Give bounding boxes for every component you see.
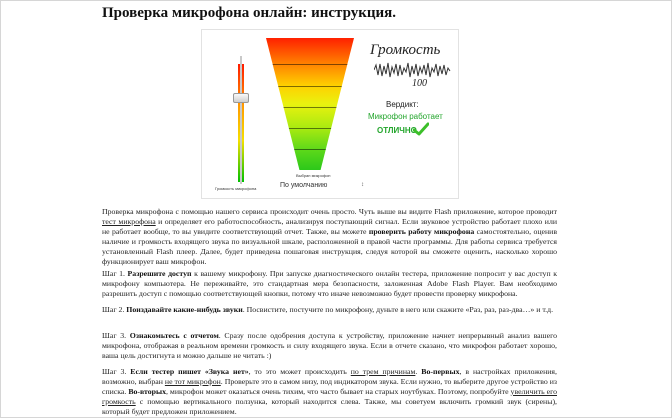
checkmark-icon bbox=[413, 122, 429, 136]
step-1-paragraph: Шаг 1. Разрешите доступ к вашему микрофону. При запуске диагностического онлайн тестера, приложение попросит у вас доступ к микрофону компьютера. Не переживайте, это стандартная мера безопасности, заложенная Adobe Flash Player. Вам необходимо разрешить доступ с помощью соответствующей кнопки, потому что иначе невозможно будет провести проверку микрофона. bbox=[102, 269, 557, 298]
wrong-mic-link[interactable]: не тот микрофон bbox=[164, 377, 221, 386]
step-2-paragraph: Шаг 2. Поиздавайте какие-нибудь звуки. Посвистите, постучите по микрофону, дуньте в него или скажите «Раз, раз, раз-два…» и т.д. bbox=[102, 305, 554, 314]
mic-volume-label: Громкость микрофона bbox=[215, 186, 257, 191]
step-3-paragraph: Шаг 3. Ознакомьтесь с отчетом. Сразу после одобрения доступа к устройству, приложение начнет непрерывный анализ вашего микрофона, отображая в реальном времени громкость и силу входящего звука. Если в отчете сказано, что микрофон работает хорошо, ваша цель достигнута и можно дальше не читать :) bbox=[102, 331, 557, 360]
volume-value: 100 bbox=[412, 78, 427, 89]
page-title: Проверка микрофона онлайн: инструкция. bbox=[102, 5, 397, 21]
verdict-status: Микрофон работает bbox=[368, 112, 443, 121]
mic-device-select[interactable]: По умолчанию bbox=[280, 182, 328, 189]
volume-slider-track[interactable] bbox=[240, 56, 242, 184]
waveform-icon bbox=[374, 62, 452, 78]
funnel-line bbox=[266, 64, 354, 65]
mic-test-link[interactable]: тест микрофона bbox=[102, 217, 156, 226]
three-reasons-link[interactable]: по трем причинам bbox=[350, 367, 416, 376]
volume-title: Громкость bbox=[370, 42, 441, 58]
funnel-line bbox=[266, 107, 354, 108]
chevron-down-icon[interactable]: ↕ bbox=[361, 182, 364, 188]
mic-test-widget[interactable] bbox=[201, 29, 459, 199]
funnel-line bbox=[266, 149, 354, 150]
intro-paragraph: Проверка микрофона с помощью нашего сервиса происходит очень просто. Чуть выше вы видите Flash приложение, которое проводит тест микрофона и определяет его работоспособность, анализируя поступающий сигнал. Если звуковое устройство работает плохо или не работает вообще, то вы увидите соответствующий отчет. Также, вы можете проверить работу микрофона самостоятельно, оценив наличие и громкость входящего звука по визуальной шкале, расположенной в правой части программы. Для работы сервиса требуется установленный Flash плеер. Далее, будет приведена пошаговая инструкция, следуя которой вы сможете оценить, насколько хорошо функционирует ваш микрофон. bbox=[102, 207, 558, 266]
verdict-label: Вердикт: bbox=[386, 100, 419, 109]
step-4-paragraph: Шаг 3. Если тестер пишет «Звука нет», то это может происходить по трем причинам. Во-первых, в настройках приложения, возможно, выбран не тот микрофон. Проверьте это в самом низу, под индикатором звука. Если нужно, то выберите другое устройство из списка. Во-вторых, микрофон может оказаться очень тихим, что часто бывает на старых ноутбуках. Поэтому, попробуйте увеличить его громкость с помощью вертикального ползунка, который находится слева. Также, мы советуем включить громкий звук (сирены), который будет предложен приложением. bbox=[102, 367, 558, 416]
selected-mic-label: Выбран микрофон bbox=[296, 173, 331, 178]
volume-slider-handle[interactable] bbox=[233, 93, 249, 103]
funnel-line bbox=[266, 86, 354, 87]
increase-volume-link[interactable]: увеличить его громкость bbox=[102, 387, 557, 406]
volume-funnel-indicator bbox=[266, 38, 354, 170]
funnel-line bbox=[266, 128, 354, 129]
verdict-rating: ОТЛИЧНО bbox=[377, 126, 417, 135]
